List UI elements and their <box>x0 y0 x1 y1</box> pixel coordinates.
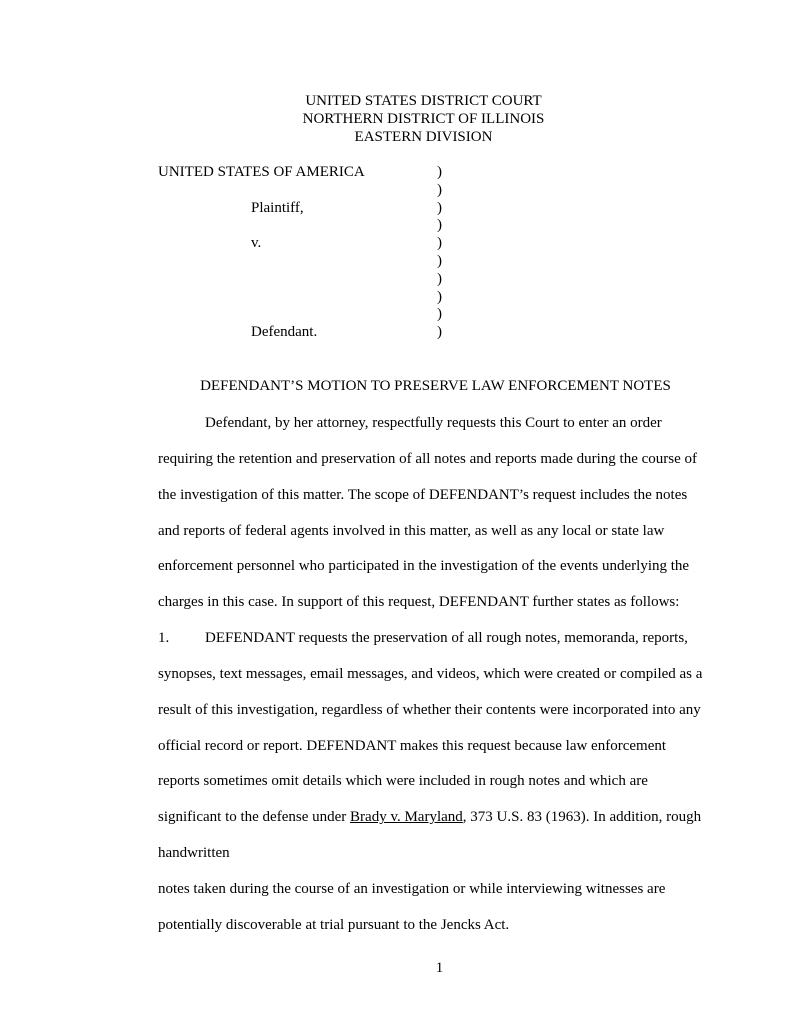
paragraph-1-line: result of this investigation, regardless of whether their contents were incorporated into any <box>158 701 701 718</box>
intro-line: charges in this case. In support of this request, DEFENDANT further states as follows: <box>158 594 680 611</box>
court-name: UNITED STATES DISTRICT COURT <box>305 93 542 109</box>
plaintiff-party: UNITED STATES OF AMERICA <box>158 164 365 180</box>
citation-suffix: , 373 U.S. 83 (1963). In addition, rough <box>462 809 702 826</box>
paragraph-1-line: official record or report. DEFENDANT makes this request because law enforcement <box>158 737 667 754</box>
caption-paren: ) <box>437 164 442 180</box>
case-caption <box>158 164 478 342</box>
citation-prefix: significant to the defense under <box>158 809 351 826</box>
court-division: EASTERN DIVISION <box>354 128 493 145</box>
court-header <box>0 93 791 146</box>
paragraph-1-line: reports sometimes omit details which were included in rough notes and which are <box>158 773 648 790</box>
paragraph-1-line: synopses, text messages, email messages, and videos, which were created or compiled as a <box>158 665 703 682</box>
caption-paren: ) <box>437 288 442 305</box>
paragraph-1-line: handwritten <box>158 845 230 862</box>
caption-paren: ) <box>437 217 442 234</box>
paragraph-1-line <box>158 807 733 843</box>
intro-line: and reports of federal agents involved in this matter, as well as any local or state law <box>158 522 665 539</box>
paragraph-number: 1. <box>158 630 170 647</box>
caption-paren: ) <box>437 270 442 287</box>
paragraph-1-text: DEFENDANT requests the preservation of all rough notes, memoranda, reports, <box>205 630 688 647</box>
caption-paren: ) <box>437 181 442 198</box>
versus-label: v. <box>251 235 262 252</box>
intro-line: Defendant, by her attorney, respectfully requests this Court to enter an order <box>205 415 662 431</box>
caption-paren: ) <box>437 324 442 341</box>
paragraph-1-line: notes taken during the course of an investigation or while interviewing witnesses are <box>158 880 666 897</box>
caption-paren: ) <box>437 235 442 252</box>
intro-line: enforcement personnel who participated in the investigation of the events underlying the <box>158 558 690 575</box>
caption-paren: ) <box>437 252 442 269</box>
paragraph-1-line: potentially discoverable at trial pursuant to the Jencks Act. <box>158 916 510 933</box>
motion-title: DEFENDANT’S MOTION TO PRESERVE LAW ENFORCEMENT NOTES <box>200 378 671 394</box>
plaintiff-label: Plaintiff, <box>251 199 304 216</box>
court-district: NORTHERN DISTRICT OF ILLINOIS <box>302 110 545 127</box>
intro-line: requiring the retention and preservation of all notes and reports made during the course of <box>158 450 697 467</box>
intro-line: the investigation of this matter. The scope of DEFENDANT’s request includes the notes <box>158 486 688 503</box>
case-citation: Brady v. Maryland <box>350 809 463 826</box>
motion-body <box>158 413 733 951</box>
caption-paren: ) <box>437 306 442 323</box>
defendant-label: Defendant. <box>251 324 318 341</box>
page-number: 1 <box>435 960 444 976</box>
paragraph-1-line <box>158 628 733 664</box>
caption-paren: ) <box>437 199 442 216</box>
